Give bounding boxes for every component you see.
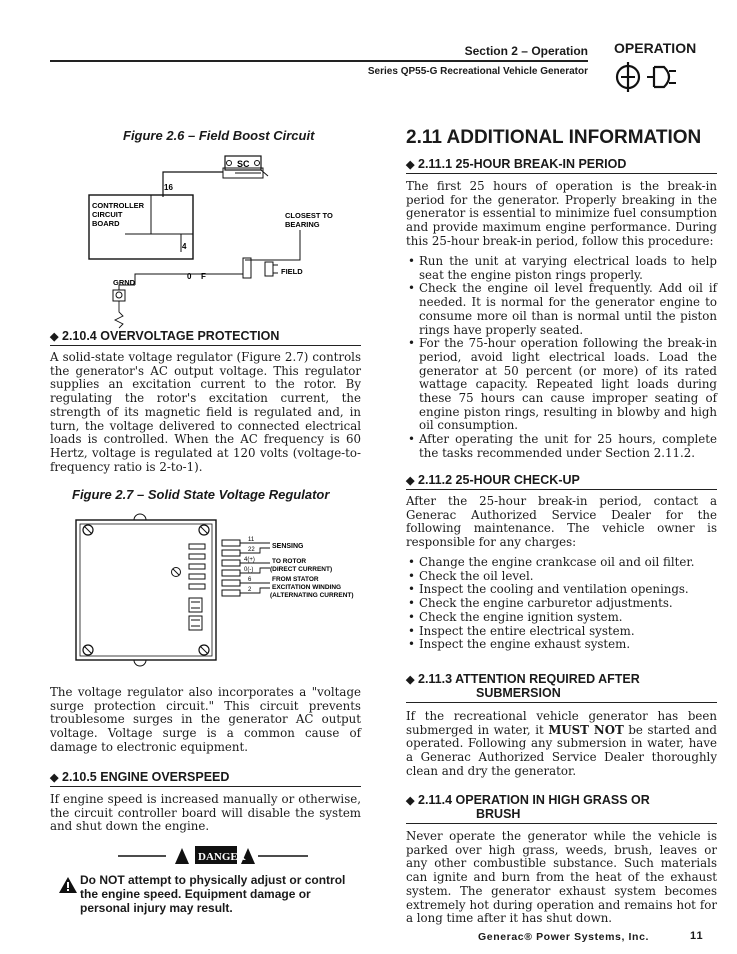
list-item: • Inspect the cooling and ventilation openings.	[406, 583, 717, 597]
section-2-10-4-title: 2.10.4 OVERVOLTAGE PROTECTION	[62, 329, 280, 343]
section-2-11-4-body: Never operate the generator while the vehicle is parked over high grass, weeds, brush, leaves or any other combustible substance. Such materials can ignite and burn from the heat of the exhaust system. The generator exhaust system becomes extremely hot during operation and remains hot for a long time after it has shut down.	[406, 829, 717, 926]
terminal-22-label: 22	[248, 547, 255, 553]
section-2-11-3-title-2: SUBMERSION	[476, 686, 561, 700]
list-item: • Check the engine oil level frequently. Add oil if needed. It is normal for the generator engine to consume more oil than is normal until the piston rings have properly seated.	[406, 282, 717, 337]
operation-icon	[614, 60, 694, 98]
submersion-text-1: If the recreational vehicle generator has been submerged in water, it	[406, 709, 717, 737]
sc-label: SC	[237, 159, 250, 169]
wire-0-label: 0	[187, 272, 192, 281]
section-2-11-2-heading	[406, 473, 717, 490]
list-item: • Inspect the engine exhaust system.	[406, 638, 717, 652]
terminal-11-label: 11	[248, 537, 255, 543]
danger-label: DANGER	[198, 851, 246, 863]
must-not-emphasis: MUST NOT	[548, 722, 624, 737]
diamond-icon: ◆	[50, 772, 59, 784]
header-label: OPERATION	[614, 40, 697, 56]
terminal-0-label: 0(-)	[244, 567, 254, 573]
terminal-2-label: 2	[248, 587, 252, 593]
section-2-11-4-title-2: BRUSH	[476, 807, 521, 821]
warning-triangle-icon	[58, 876, 78, 898]
field-label: FIELD	[281, 267, 303, 276]
wire-4-label: 4	[182, 242, 187, 251]
list-item: • Check the engine carburetor adjustments.	[406, 597, 717, 611]
voltage-regulator-diagram	[72, 508, 362, 672]
list-item: • For the 75-hour operation following the break-in period, avoid light electrical loads. Load the generator at 50 percent (or more) of its rated wattage capacity. Repeated light loads during these 75 hours can cause improper seating of engine piston rings, resulting in blowby and high oil consumption.	[406, 337, 717, 433]
page-number: 11	[690, 930, 704, 942]
section-2-11-1-body: The first 25 hours of operation is the break-in period for the generator. Properly breaking in the generator is essential to minimize fuel consumption and provide maximum engine performance. During this 25-hour break-in period, follow this procedure:	[406, 179, 717, 248]
alternating-current-label: (ALTERNATING CURRENT)	[270, 592, 354, 599]
to-rotor-label: TO ROTOR	[272, 558, 307, 565]
figure-2-7-caption: Figure 2.7 – Solid State Voltage Regulator	[72, 487, 330, 502]
figure-2-6-caption: Figure 2.6 – Field Boost Circuit	[123, 128, 315, 143]
section-2-11-3-heading	[406, 672, 717, 703]
controller-label-2: CIRCUIT	[92, 210, 123, 219]
surge-protection-text: The voltage regulator also incorporates a "voltage surge protection circuit." This circuit prevents troublesome surges in the generator AC output voltage. Voltage surge is a common cause of damage to electronic equipment.	[50, 685, 361, 754]
list-item: • Inspect the entire electrical system.	[406, 625, 717, 639]
list-item: • Check the oil level.	[406, 570, 717, 584]
from-stator-label: FROM STATOR	[272, 576, 319, 583]
header-series: Series QP55-G Recreational Vehicle Generator	[367, 66, 588, 77]
section-2-11-1-title: 2.11.1 25-HOUR BREAK-IN PERIOD	[418, 157, 627, 171]
diamond-icon: ◆	[50, 331, 59, 343]
submersion-text-2: be started and operated. Following any submersion in water, have a Generac Authorized Service Dealer thoroughly clean and dry the generator.	[406, 722, 717, 778]
break-in-list	[406, 255, 717, 461]
closest-label-2: BEARING	[285, 220, 320, 229]
header-section: Section 2 – Operation	[464, 44, 588, 58]
danger-text: Do NOT attempt to physically adjust or control the engine speed. Equipment damage or personal injury may result.	[80, 873, 346, 915]
terminal-6-label: 6	[248, 577, 252, 583]
terminal-4-label: 4(+)	[244, 557, 255, 563]
section-2-11-3-body	[406, 710, 717, 779]
section-2-11-4-title-1: 2.11.4 OPERATION IN HIGH GRASS OR	[418, 793, 650, 807]
section-2-11-3-title-1: 2.11.3 ATTENTION REQUIRED AFTER	[418, 672, 640, 686]
footer-company: Generac® Power Systems, Inc.	[478, 931, 650, 943]
list-item: • After operating the unit for 25 hours, complete the tasks recommended under Section 2.11.2.	[406, 433, 717, 460]
diamond-icon: ◆	[406, 159, 415, 171]
direct-current-label: (DIRECT CURRENT)	[270, 566, 333, 573]
section-2-10-4-body: A solid-state voltage regulator (Figure 2.7) controls the generator's AC output voltage. This regulator supplies an excitation current to the rotor. By regulating the rotor's excitation current, the strength of its magnetic field is regulated and, in turn, the voltage delivered to connected electrical loads is controlled. When the AC frequency is 60 Hertz, voltage is regulated at 120 volts (voltage-to-frequency ratio is 2-to-1).	[50, 350, 361, 474]
sensing-label: SENSING	[272, 543, 304, 550]
controller-label-1: CONTROLLER	[92, 201, 145, 210]
list-item: • Run the unit at varying electrical loads to help seat the engine piston rings properly.	[406, 255, 717, 282]
grnd-label: GRND	[113, 278, 136, 287]
wire-16-label: 16	[164, 183, 173, 192]
check-up-list	[406, 556, 717, 652]
section-2-11-1-heading	[406, 157, 717, 174]
excitation-label: EXCITATION WINDING	[272, 584, 342, 591]
section-2-11-2-title: 2.11.2 25-HOUR CHECK-UP	[418, 473, 580, 487]
wire-f-label: F	[201, 272, 206, 281]
diamond-icon: ◆	[406, 674, 415, 686]
list-item: • Change the engine crankcase oil and oil filter.	[406, 556, 717, 570]
section-2-11-4-heading	[406, 793, 717, 824]
diamond-icon: ◆	[406, 795, 415, 807]
list-item: • Check the engine ignition system.	[406, 611, 717, 625]
section-2-10-5-body: If engine speed is increased manually or otherwise, the circuit controller board will disable the system and shut down the engine.	[50, 792, 361, 834]
diamond-icon: ◆	[406, 475, 415, 487]
section-2-10-4-heading	[50, 329, 361, 346]
field-boost-circuit-diagram	[85, 152, 345, 356]
section-2-11-2-body: After the 25-hour break-in period, contact a Generac Authorized Service Dealer for the following maintenance. The vehicle owner is responsible for any charges:	[406, 494, 717, 550]
section-2-11-heading: 2.11 ADDITIONAL INFORMATION	[406, 127, 702, 148]
section-2-10-5-title: 2.10.5 ENGINE OVERSPEED	[62, 770, 230, 784]
controller-label-3: BOARD	[92, 219, 120, 228]
closest-label-1: CLOSEST TO	[285, 211, 333, 220]
section-2-10-5-heading	[50, 770, 361, 787]
danger-banner	[118, 844, 308, 870]
header-rule	[50, 60, 588, 62]
